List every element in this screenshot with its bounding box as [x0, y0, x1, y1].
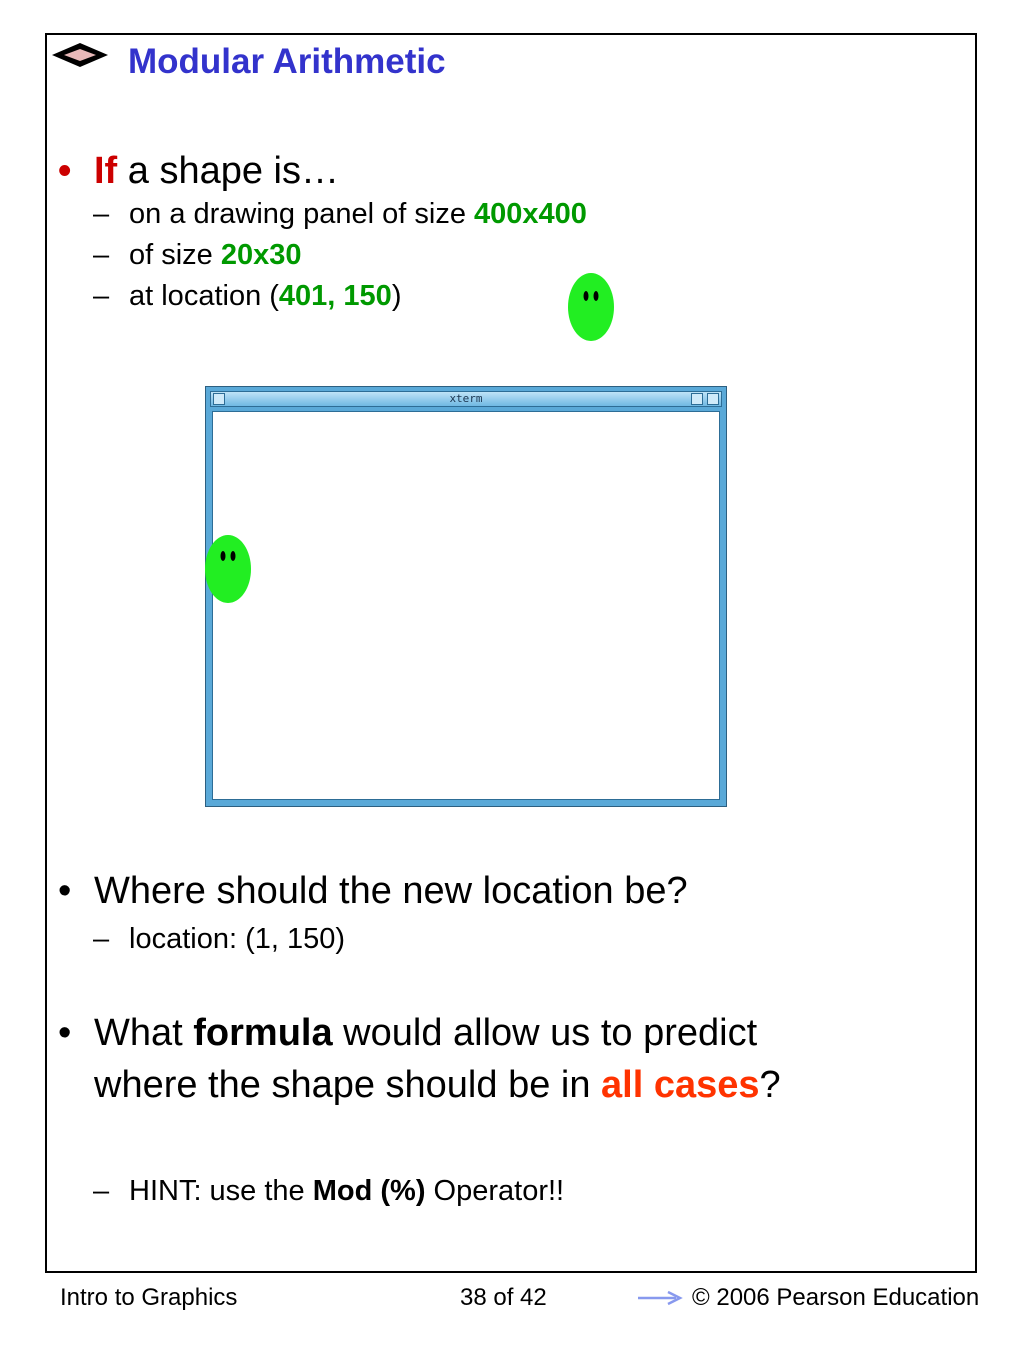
drawing-panel-window — [205, 386, 727, 807]
smiley-face-icon — [567, 272, 615, 342]
maximize-button[interactable] — [707, 393, 719, 405]
sub-location: – at location (401, 150) — [93, 280, 402, 312]
sub-shape-size: – of size 20x30 — [93, 239, 302, 271]
location-value: 401, 150 — [278, 280, 392, 312]
all-cases-keyword: all cases — [601, 1064, 760, 1106]
drawing-canvas — [212, 411, 720, 800]
if-keyword: If — [94, 150, 118, 192]
shape-size-value: 20x30 — [220, 239, 302, 271]
footer-page-number: 38 of 42 — [460, 1284, 547, 1311]
bullet-dot: • — [58, 1012, 72, 1054]
diamond-bullet-icon — [50, 40, 110, 70]
bullet-formula: • What formula would allow us to predict — [58, 1012, 758, 1054]
minimize-button[interactable] — [691, 393, 703, 405]
window-titlebar[interactable] — [210, 391, 722, 407]
footer-copyright: © 2006 Pearson Education — [692, 1284, 980, 1311]
bullet-text: Where should the new location be? — [94, 870, 688, 912]
panel-size-value: 400x400 — [474, 198, 587, 230]
bullet-dot: • — [58, 150, 72, 192]
sub-hint: – HINT: use the Mod (%) Operator!! — [93, 1175, 565, 1207]
bullet-formula-line2: where the shape should be in all cases? — [94, 1064, 781, 1106]
bullet-if-shape — [58, 150, 339, 193]
bullet-new-location — [58, 870, 688, 913]
footer-course: Intro to Graphics — [60, 1284, 238, 1311]
arrow-right-icon — [636, 1288, 684, 1308]
bullet-dot: • — [58, 870, 72, 912]
sub-new-location: – location: (1, 150) — [93, 923, 346, 955]
bullet-text: a shape is… — [117, 150, 340, 192]
formula-keyword: formula — [193, 1012, 333, 1054]
window-title: xterm — [449, 392, 483, 405]
mod-operator: Mod (%) — [312, 1175, 426, 1207]
sub-panel-size: – on a drawing panel of size 400x400 — [93, 198, 587, 230]
slide-title: Modular Arithmetic — [128, 42, 446, 81]
wrapped-smiley-face-icon — [204, 534, 252, 604]
